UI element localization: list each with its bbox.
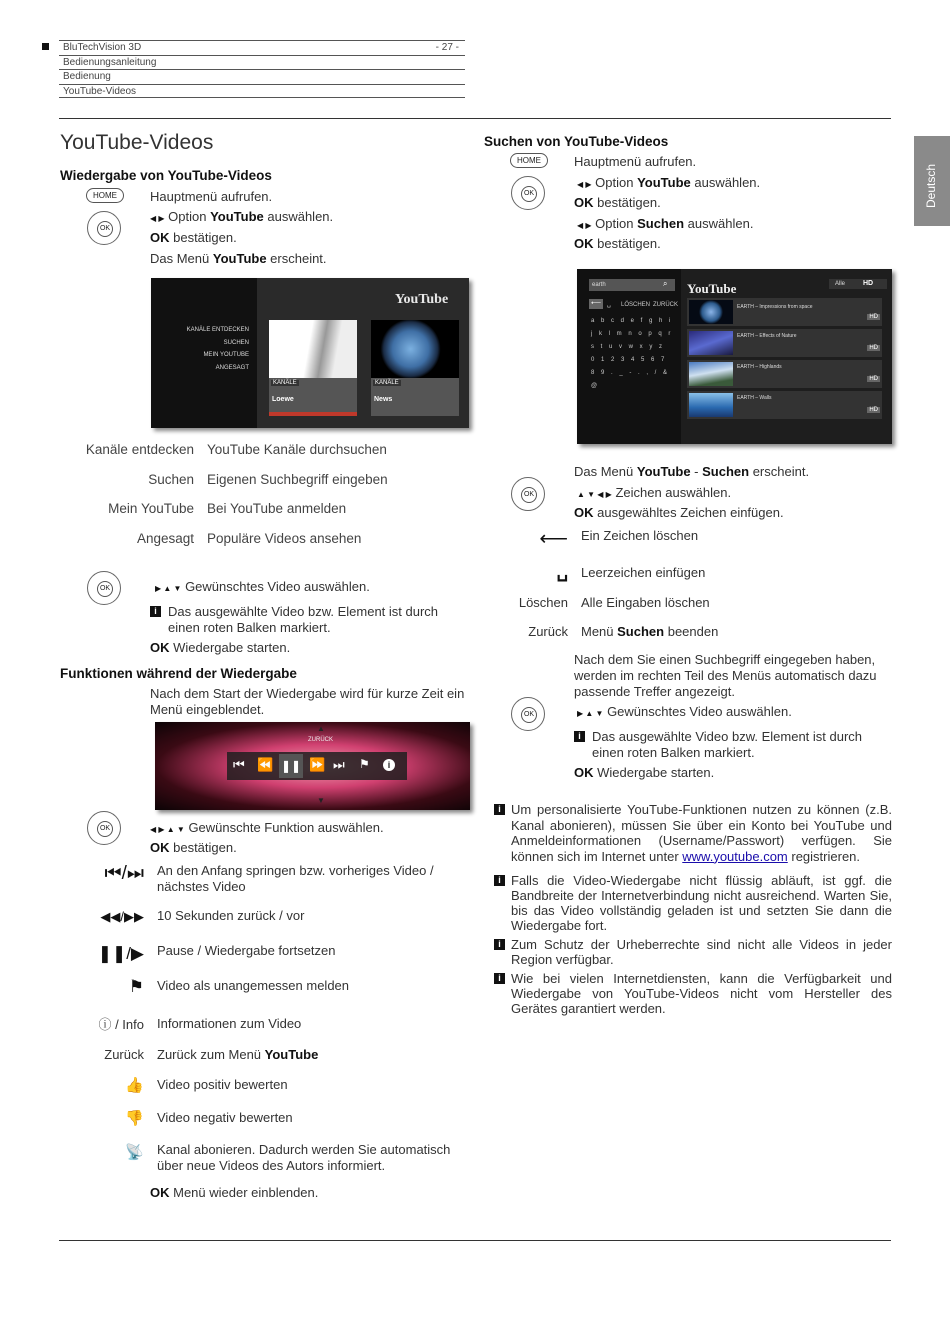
forward-icon: ⏩ [309,757,326,772]
key-back: Menü Suchen beenden [581,624,719,639]
search-step-start-playback: OK Wiedergabe starten. [574,765,715,780]
top-rule [59,118,891,119]
pause-play-icon: ❚❚/▶ [97,944,144,963]
flag-icon: ⚑ [128,977,144,996]
arrow-left-right-icon: ◀ ▶ [577,221,592,230]
ok-navigator-icon [511,176,545,210]
info-symbol: ⓘ / Info [98,1017,144,1032]
header-line-3: Bedienung [59,69,465,84]
info-icon: i [494,973,505,984]
language-tab [914,136,950,226]
note-availability: i Wie bei vielen Internetdiensten, kann die Verfügbarkeit und Wiedergabe von YouTube-Videos nicht vom Hersteller des Gerätes garantiert werden. [494,971,892,1016]
result-row [687,360,882,388]
language-tab-label: Deutsch [924,163,938,208]
arrow-icons: ▶ ▲ ▼ [577,709,604,718]
backspace-icon: ⟵ [539,528,568,550]
key-delete-all: Alle Eingaben löschen [581,595,710,610]
backspace-key: ⟵ [590,300,602,307]
thumbs-down-icon: 👎 [125,1110,144,1127]
ok-navigator-icon [511,477,545,511]
result-thumb [689,393,733,417]
note-bandwidth: i Falls die Video-Wiedergabe nicht flüssig abläuft, ist ggf. die Bandbreite der Internetverbindung nicht ausreichend. Warten Sie, bis das Video vollständig geladen ist und setzten Sie dann die Wiedergabe fort. [494,873,892,933]
search-step-select-search: ◀ ▶ Option Suchen auswählen. [577,216,754,231]
space-icon: ␣ [556,561,568,581]
func-report: Video als unangemessen melden [157,978,350,993]
func-subscribe: Kanal abonieren. Dadurch werden Sie automatisch über neue Videos des Autors informiert. [157,1142,451,1173]
step-select-chars: ▲ ▼ ◀ ▶ Zeichen auswählen. [577,485,732,500]
ok-navigator-icon [87,211,121,245]
search-step-confirm-2: OK bestätigen. [574,236,661,251]
player-up-arrow-icon: ▲ [317,724,325,733]
flag-icon: ⚑ [359,757,370,771]
thumbs-up-icon: 👍 [125,1077,144,1094]
section-heading-search: Suchen von YouTube-Videos [484,134,669,149]
skip-back-icon: ⏮ [233,757,245,772]
step-select-youtube: ◀ ▶ Option YouTube auswählen. [150,209,334,224]
header-page-number: - 27 - [435,42,459,53]
menu-item-trending: ANGESAGT [215,365,249,371]
player-back-label: ZURÜCK [308,737,333,743]
seek-icon: ◀◀/▶▶ [100,909,144,924]
bottom-rule [59,1240,891,1241]
result-hd-badge: HD [869,407,878,413]
keyboard-letters: a b c d e f g h i j k l m n o p q r s t u v w x y z 0 1 2 3 4 5 6 7 8 9 . _ - . , / & @ [591,318,671,389]
step-show-menu: OK Menü wieder einblenden. [150,1185,319,1200]
result-title: EARTH – Walls [737,395,772,401]
result-row [687,298,882,326]
ok-navigator-icon [87,811,121,845]
hd-badge: HD [863,280,874,287]
menu-item-channels: KANÄLE ENTDECKEN [186,327,249,333]
key-delete-char: Ein Zeichen löschen [581,528,699,543]
table-key-my-youtube: Mein YouTube [108,501,194,516]
header-brand: BluTechVision 3D [63,42,142,53]
note-copyright: i Zum Schutz der Urheberrechte sind nicht alle Videos in jeder Region verfügbar. [494,937,892,967]
key-label-delete-all: Löschen [518,595,568,610]
step-confirm: OK bestätigen. [150,230,237,245]
result-title: EARTH – Highlands [737,364,782,370]
step-menu-appears: Das Menü YouTube erscheint. [150,251,327,266]
table-value-my-youtube: Bei YouTube anmelden [207,501,347,516]
pause-icon: ❚❚ [279,754,303,778]
info-red-bar-note: i Das ausgewählte Video bzw. Element ist durch einen roten Balken markiert. [150,604,470,636]
home-button-icon: HOME [86,188,124,203]
skip-icon: ⏮/⏭ [104,863,144,884]
playback-screenshot [155,722,470,810]
ok-navigator-icon [511,697,545,731]
result-row [687,329,882,357]
search-info-red-bar-note: i Das ausgewählte Video bzw. Element ist durch einen roten Balken markiert. [574,729,894,761]
step-insert-char: OK ausgewähltes Zeichen einfügen. [574,505,784,520]
search-step-confirm: OK bestätigen. [574,195,661,210]
search-step-select-video: ▶ ▲ ▼ Gewünschtes Video auswählen. [577,704,792,719]
header-line-2: Bedienungsanleitung [59,55,465,70]
page-title: YouTube-Videos [60,131,214,154]
tile-news-tag: KANÄLE [375,380,399,386]
filter-all: Alle [829,279,887,289]
youtube-menu-screenshot [151,278,469,428]
arrow-icons: ◀ ▶ ▲ ▼ [150,825,185,834]
result-hd-badge: HD [869,345,878,351]
result-thumb [689,300,733,324]
func-skip: An den Anfang springen bzw. vorheriges Video / nächstes Video [157,863,434,894]
step-confirm-function: OK bestätigen. [150,840,237,855]
info-icon: i [383,759,395,771]
home-button-icon: HOME [510,153,548,168]
tile-selection-bar [269,412,357,416]
rewind-icon: ⏪ [257,757,274,772]
info-icon: i [574,731,585,742]
func-back: Zurück zum Menü YouTube [157,1047,319,1062]
section-heading-playback: Wiedergabe von YouTube-Videos [60,168,272,183]
space-key: ␣ [607,302,611,308]
arrow-icons: ▲ ▼ ◀ ▶ [577,490,612,499]
func-info: Informationen zum Video [157,1016,302,1031]
table-value-search: Eigenen Suchbegriff eingeben [207,472,388,487]
info-icon: i [494,939,505,950]
menu-item-search: SUCHEN [223,340,249,346]
func-pause: Pause / Wiedergabe fortsetzen [157,943,336,958]
key-label-back: Zurück [528,624,568,639]
note-personalized: i Um personalisierte YouTube-Funktionen nutzen zu können (z.B. Kanal abonieren), müssen Sie über ein Konto bei YouTube und Anmeldeinformationen (Username/Passwort) verfügen. Sie können sich im Internet unter www.youtube.com registrieren. [494,802,892,864]
search-step-select-youtube: ◀ ▶ Option YouTube auswählen. [577,175,761,190]
delete-key: LÖSCHEN [621,302,651,308]
tile-loewe-tag: KANÄLE [273,380,297,386]
info-icon: i [494,875,505,886]
result-hd-badge: HD [869,314,878,320]
tile-news [371,320,459,416]
table-value-channels: YouTube Kanäle durchsuchen [207,442,387,457]
player-down-arrow-icon: ▼ [317,796,325,805]
search-query-field: earth [589,279,675,291]
table-key-channels: Kanäle entdecken [85,442,194,457]
tile-news-name: News [374,396,393,403]
result-row [687,391,882,419]
arrow-left-right-icon: ◀ ▶ [150,214,165,223]
tile-news-image [371,320,459,378]
func-dislike: Video negativ bewerten [157,1110,293,1125]
info-icon: i [150,606,161,617]
result-thumb [689,331,733,355]
functions-intro: Nach dem Start der Wiedergabe wird für kurze Zeit ein Menü eingeblendet. [150,686,465,717]
header-line-4: YouTube-Videos [59,84,465,99]
ok-navigator-icon [87,571,121,605]
step-select-function: ◀ ▶ ▲ ▼ Gewünschte Funktion auswählen. [150,820,384,835]
subscribe-icon: 📡 [125,1144,144,1161]
arrow-icons: ▶ ▲ ▼ [155,584,182,593]
back-symbol: Zurück [104,1047,144,1062]
func-seek: 10 Sekunden zurück / vor [157,908,305,923]
table-value-trending: Populäre Videos ansehen [207,531,362,546]
step-open-main-menu: Hauptmenü aufrufen. [150,189,273,204]
skip-forward-icon: ⏭ [333,757,345,772]
back-key: ZURÜCK [653,302,678,308]
menu-item-my-youtube: MEIN YOUTUBE [203,352,249,358]
result-thumb [689,362,733,386]
result-title: EARTH – Impressions from space [737,304,813,310]
key-insert-space: Leerzeichen einfügen [581,565,706,580]
step-select-video: ▶ ▲ ▼ Gewünschtes Video auswählen. [155,579,370,594]
after-search-text: Nach dem Sie einen Suchbegriff eingegeben haben, werden im rechten Teil des Menüs automatisch dazu passende Treffer angezeigt. [574,652,877,699]
result-hd-badge: HD [869,376,878,382]
youtube-link[interactable]: www.youtube.com [682,848,788,864]
tile-loewe [269,320,357,416]
section-heading-functions: Funktionen während der Wiedergabe [60,666,297,681]
tile-loewe-name: Loewe [272,396,294,403]
func-like: Video positiv bewerten [157,1077,288,1092]
step-start-playback: OK Wiedergabe starten. [150,640,291,655]
header-bullet [42,43,49,50]
info-icon: i [494,804,505,815]
tile-loewe-image [269,320,357,378]
table-key-search: Suchen [148,472,194,487]
youtube-logo: YouTube [687,281,737,296]
table-key-trending: Angesagt [136,531,194,546]
result-title: EARTH – Effects of Nature [737,333,797,339]
youtube-search-screenshot [577,269,892,444]
search-icon: ⌕ [663,279,668,288]
header-brand-row [59,40,465,55]
arrow-left-right-icon: ◀ ▶ [577,180,592,189]
youtube-logo: YouTube [395,292,449,307]
search-menu-appears: Das Menü YouTube - Suchen erscheint. [574,464,810,479]
player-toolbar [227,752,407,780]
search-step-open-menu: Hauptmenü aufrufen. [574,154,697,169]
